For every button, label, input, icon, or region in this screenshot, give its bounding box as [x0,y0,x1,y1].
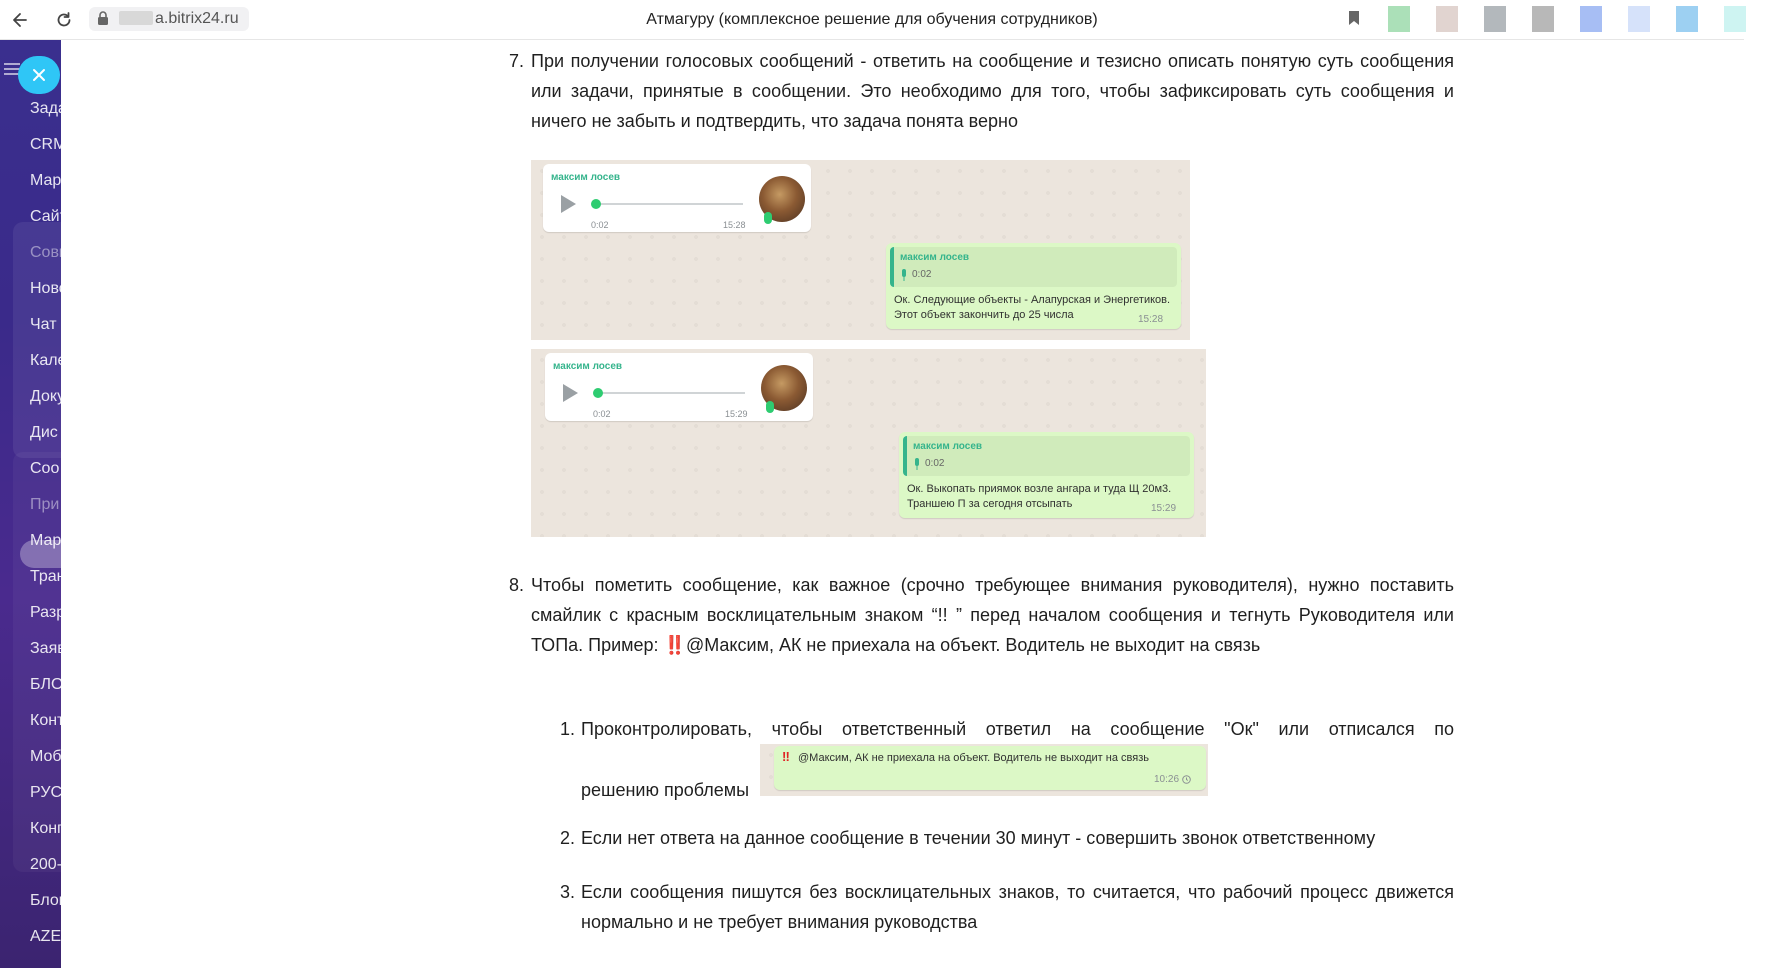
sidebar-item[interactable]: Мар [30,172,62,189]
whatsapp-screenshot-2 [531,349,1206,537]
sidebar-item[interactable]: Зада [30,100,67,117]
sidebar-item[interactable]: Сайт [30,208,67,225]
sidebar-item[interactable]: Заяв [30,640,66,657]
quoted-sender: максим лосев [913,441,983,452]
sidebar-item[interactable]: Разр [30,604,66,621]
sidebar-item[interactable]: Дис [30,424,58,441]
sidebar-item[interactable]: Чат [30,316,57,333]
sidebar-item[interactable]: CRM [30,136,67,153]
extension-icon[interactable] [1676,6,1698,32]
sub-1-line-1: Проконтролировать, чтобы ответственный ответил на сообщение "Ок" или отписался по [581,719,1454,739]
sublist-number-2: 2. [560,828,576,848]
extension-icon[interactable] [1436,6,1458,32]
voice-progress-dot [591,199,601,209]
quoted-voice [903,436,1190,476]
quoted-duration: 0:02 [925,458,945,469]
sidebar-item[interactable]: РУС [30,784,63,801]
sidebar-item[interactable]: БЛО [30,676,64,693]
reply-line-1: Ок. Выкопать приямок возле ангара и туда Щ 20м3. [907,483,1172,495]
bookmark-icon [1348,10,1360,26]
address-bar[interactable] [89,7,249,31]
example-message-text: @Максим, АК не приехала на объект. Водитель не выходит на связь [798,752,1149,764]
sublist-number-3: 3. [560,882,576,902]
sidebar-item[interactable]: При [30,496,60,513]
sender-name: максим лосев [553,361,623,372]
reply-line-1: Ок. Следующие объекты - Алапурская и Энергетиков. [894,294,1171,306]
left-menu [0,40,70,968]
voice-time: 15:28 [723,220,746,230]
play-icon[interactable] [563,384,578,402]
close-icon [33,69,45,81]
sidebar-item[interactable]: Кале [30,352,67,369]
page-title: Атмагуру (комплексное решение для обучения сотрудников) [646,11,1098,28]
clock-icon [1182,775,1191,784]
voice-time: 15:29 [725,409,748,419]
voice-duration: 0:02 [591,220,609,230]
sidebar-item[interactable]: Тран [30,568,66,585]
reload-icon [55,11,73,29]
back-button[interactable] [6,6,34,34]
reply-line-2: Этот объект закончить до 25 числа [894,309,1074,321]
quoted-voice [890,247,1177,287]
voice-message-bubble [543,164,811,232]
example-message-bubble [774,746,1206,790]
mic-icon [764,212,772,224]
item-7-text: При получении голосовых сообщений - ответить на сообщение и тезисно описать понятую суть сообщения или задачи, принятые в сообщении. Это необходимо для того, чтобы зафиксировать суть сообщения и ничего не забыть и подтвердить, что задача понята верно [531,51,1454,131]
mic-icon [913,458,921,470]
voice-progress-dot [593,388,603,398]
lock-icon [97,11,109,26]
article-content [61,40,1744,968]
reply-line-2: Траншею П за сегодня отсыпать [907,498,1073,510]
voice-progress-track [595,392,745,394]
sidebar-item[interactable]: Мар [30,532,62,549]
play-icon[interactable] [561,195,576,213]
blurred-subdomain [119,11,153,25]
red-exclamation-icon: ‼ [782,749,790,764]
sub-3-text: Если сообщения пишутся без восклицательных знаков, то считается, что рабочий процесс движется нормально и не требует внимания руководства [581,882,1454,932]
back-arrow-icon [11,11,29,29]
mic-icon [900,269,908,281]
reload-button[interactable] [50,6,78,34]
sidebar-item[interactable]: 200- [30,856,63,873]
extension-icon[interactable] [1724,6,1746,32]
extension-icons [1388,6,1772,32]
reply-bubble [899,432,1194,518]
sidebar-item[interactable]: Совм [30,244,70,261]
reply-time: 15:28 [1138,314,1164,325]
extension-icon[interactable] [1628,6,1650,32]
sub-2-text: Если нет ответа на данное сообщение в течении 30 минут - совершить звонок ответственному [581,828,1376,848]
sub-1-line-2: решению проблемы [581,780,750,800]
sidebar-item[interactable]: Доку [30,388,66,405]
bookmark-button[interactable] [1348,10,1360,31]
sidebar-item[interactable]: Конг [30,820,63,837]
sidebar-item[interactable]: Ново [30,280,68,297]
voice-progress-track [593,203,743,205]
url-text: a.bitrix24.ru [155,10,239,27]
sidebar-item[interactable]: Блок [30,892,66,909]
extension-icon[interactable] [1388,6,1410,32]
browser-toolbar [0,0,1744,40]
example-message-time: 10:26 [1154,774,1180,785]
extension-icon[interactable] [1580,6,1602,32]
sidebar-item[interactable]: Coo [30,460,60,477]
quoted-sender: максим лосев [900,252,970,263]
quoted-duration: 0:02 [912,269,932,280]
mic-icon [766,401,774,413]
example-message-screenshot [760,744,1208,796]
voice-duration: 0:02 [593,409,611,419]
whatsapp-screenshot-1 [531,160,1190,340]
list-number-7: 7. [509,51,525,71]
extension-icon[interactable] [1532,6,1554,32]
sublist-number-1: 1. [560,719,576,739]
extension-icon[interactable] [1484,6,1506,32]
sidebar-item[interactable]: Моб [30,748,62,765]
reply-bubble [886,243,1181,329]
reply-time: 15:29 [1151,503,1177,514]
sidebar-item[interactable]: AZE [30,928,62,945]
sender-name: максим лосев [551,172,621,183]
sidebar-item[interactable]: Конт [30,712,65,729]
close-menu-button[interactable] [18,56,60,94]
item-8-text: Чтобы пометить сообщение, как важное (срочно требующее внимания руководителя), нужно поставить смайлик с красным восклицательным знаком “!! ” перед началом сообщения и тегнуть Руководителя или ТОПа. Пример: ‼️@Максим, АК не приехала на объект. Водитель не выходит на связь [531,575,1454,655]
voice-message-bubble [545,353,813,421]
list-number-8: 8. [509,575,525,595]
